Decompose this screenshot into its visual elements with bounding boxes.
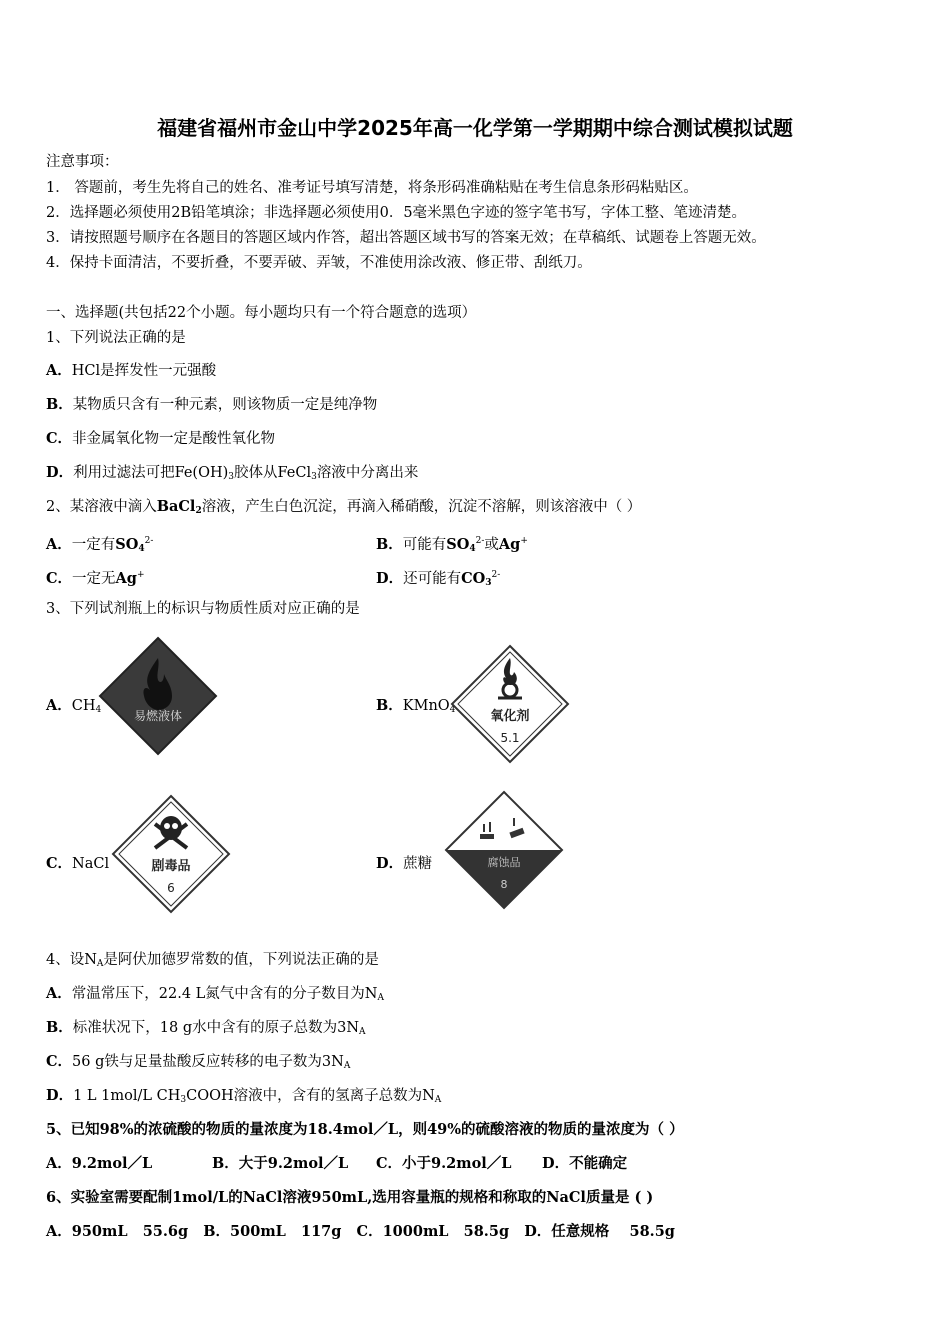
option-text: 大于9.2mol／L	[238, 1155, 349, 1172]
q2-option-c	[46, 565, 144, 589]
stem-text: 2、某溶液中滴入	[46, 499, 157, 515]
formula: SO	[115, 536, 139, 553]
sign-number: 5.1	[500, 731, 520, 745]
q5-option-b	[212, 1154, 348, 1174]
superscript: 2-	[491, 570, 501, 580]
sign-label: 氧化剂	[490, 709, 530, 724]
sign-label: 腐蚀品	[487, 856, 521, 869]
subscript: 3	[180, 1095, 187, 1105]
option-letter: B．	[46, 396, 73, 413]
option-letter: A．	[46, 362, 72, 379]
corrosive-sign	[444, 790, 564, 910]
option-letter: D．	[376, 570, 404, 587]
formula: Ag	[115, 570, 137, 587]
note-4: 4．保持卡面清洁，不要折叠，不要弄破、弄皱，不准使用涂改液、修正带、刮纸刀。	[46, 255, 592, 271]
q4-option-a	[46, 984, 384, 1008]
sign-label: 剧毒品	[151, 859, 191, 874]
option-text: 非金属氧化物一定是酸性氧化物	[72, 431, 276, 447]
subscript: A	[434, 1095, 442, 1105]
option-letter: C．	[376, 1155, 403, 1172]
q4-option-b	[46, 1018, 366, 1042]
q1-stem: 1、下列说法正确的是	[46, 330, 186, 346]
sign-number: 6	[167, 881, 175, 895]
sign-number: 8	[500, 878, 508, 891]
option-text: 某物质只含有一种元素，则该物质一定是纯净物	[72, 397, 378, 413]
option-text: 标准状况下，18 g水中含有的原子总数为3N	[72, 1020, 360, 1036]
stem-text: 溶液，产生白色沉淀，再滴入稀硝酸，沉淀不溶解，则该溶液中（ ）	[201, 499, 642, 515]
formula: CO	[461, 570, 486, 587]
note-1: 1． 答题前，考生先将自己的姓名、准考证号填写清楚，将条形码准确粘贴在考生信息条形码粘贴区。	[46, 180, 698, 196]
superscript: +	[136, 570, 145, 580]
q5-option-c	[376, 1154, 512, 1174]
subscript: 3	[228, 472, 235, 482]
q4-option-c	[46, 1052, 350, 1076]
option-text: 一定无	[72, 571, 116, 587]
q4-stem	[46, 950, 379, 974]
option-text: 可能有	[402, 537, 447, 553]
formula: Ag	[498, 536, 521, 553]
option-letter: D．	[46, 1087, 74, 1104]
option-text: 或	[484, 537, 499, 553]
option-text: 蔗糖	[403, 856, 433, 872]
superscript: +	[520, 536, 528, 546]
option-letter: D．	[542, 1155, 570, 1172]
option-letter: C．	[46, 570, 73, 587]
q2-option-a	[46, 531, 153, 559]
stem-text: 是阿伏加德罗常数的值，下列说法正确的是	[103, 952, 379, 968]
option-letter: D．	[376, 855, 404, 872]
option-text: NaCl	[72, 856, 110, 872]
option-letter: B．	[376, 697, 403, 714]
option-text: 还可能有	[403, 571, 462, 587]
q6-options: A．950mL 55.6g B．500mL 117g C．1000mL 58.5g D．任意规格 58.5g	[46, 1223, 675, 1240]
option-letter: B．	[376, 536, 403, 553]
option-text: 常温常压下，22.4 L氮气中含有的分子数目为N	[71, 986, 378, 1002]
option-letter: C．	[46, 430, 73, 447]
q5-option-d	[542, 1154, 627, 1174]
q4-option-d	[46, 1086, 441, 1110]
q5-option-a	[46, 1154, 152, 1174]
q5-stem: 5、已知98%的浓硫酸的物质的量浓度为18.4mol／L，则49%的硫酸溶液的物质的量浓度为（ ）	[46, 1121, 684, 1138]
page-title: 福建省福州市金山中学2025年高一化学第一学期期中综合测试模拟试题	[157, 116, 793, 140]
oxidizer-sign	[450, 644, 570, 764]
option-text: KMnO	[402, 698, 450, 714]
note-2: 2．选择题必须使用2B铅笔填涂；非选择题必须使用0．5毫米黑色字迹的签字笔书写，字体工整、笔迹清楚。	[46, 205, 747, 221]
option-text: 一定有	[71, 537, 116, 553]
note-3: 3．请按照题号顺序在各题目的答题区域内作答，超出答题区域书写的答案无效；在草稿纸、试题卷上答题无效。	[46, 230, 766, 246]
option-letter: A．	[46, 985, 72, 1002]
option-text: 溶液中分离出来	[316, 465, 419, 481]
option-text: 利用过滤法可把Fe(OH)	[73, 465, 229, 481]
q6-stem: 6、实验室需要配制1mol/L的NaCl溶液950mL,选用容量瓶的规格和称取的NaCl质量是 ( )	[46, 1189, 654, 1206]
option-text: 胶体从FeCl	[234, 465, 312, 481]
subscript: 3	[311, 472, 317, 482]
q2-option-d	[376, 565, 500, 593]
q3-option-c	[46, 854, 109, 874]
q3-option-d	[376, 854, 432, 874]
q1-option-c	[46, 429, 275, 449]
subscript: 2	[195, 506, 202, 516]
subscript: A	[359, 1027, 366, 1037]
flammable-liquid-sign	[95, 636, 218, 756]
option-text: COOH溶液中，含有的氢离子总数为N	[186, 1088, 435, 1104]
q3-option-b	[376, 696, 455, 720]
sign-label: 易燃液体	[133, 709, 183, 723]
toxic-sign	[111, 794, 231, 914]
option-text: 1 L 1mol/L CH	[73, 1088, 181, 1104]
subscript: 4	[95, 705, 102, 715]
option-letter: A．	[46, 697, 72, 714]
superscript: 2-	[144, 536, 154, 546]
option-letter: C．	[46, 855, 73, 872]
q2-option-b	[376, 531, 528, 559]
option-text: 9.2mol／L	[71, 1155, 153, 1172]
formula: BaCl	[156, 498, 196, 515]
option-letter: A．	[46, 536, 72, 553]
section-heading: 一、选择题(共包括22个小题。每小题均只有一个符合题意的选项）	[46, 305, 477, 321]
q1-option-b	[46, 395, 377, 415]
q1-option-d	[46, 463, 418, 487]
option-text: 小于9.2mol／L	[402, 1155, 512, 1172]
option-text: 56 g铁与足量盐酸反应转移的电子数为3N	[72, 1054, 344, 1070]
formula: SO	[446, 536, 470, 553]
option-letter: B．	[212, 1155, 239, 1172]
q2-stem	[46, 497, 641, 521]
subscript: 3	[485, 578, 492, 588]
subscript: 4	[138, 544, 145, 554]
subscript: 4	[449, 705, 456, 715]
superscript: 2-	[475, 536, 485, 546]
subscript: 4	[469, 544, 476, 554]
option-letter: A．	[46, 1155, 72, 1172]
option-text: HCl是挥发性一元强酸	[71, 363, 217, 379]
q1-option-a	[46, 361, 216, 381]
option-letter: B．	[46, 1019, 73, 1036]
option-text: CH	[71, 698, 96, 714]
option-letter: C．	[46, 1053, 73, 1070]
stem-text: 4、设N	[46, 952, 97, 968]
notes-heading: 注意事项：	[46, 154, 119, 170]
q3-option-a	[46, 696, 101, 720]
subscript: A	[377, 993, 384, 1003]
option-letter: D．	[46, 464, 74, 481]
subscript: A	[343, 1061, 351, 1071]
option-text: 不能确定	[569, 1155, 628, 1172]
subscript: A	[96, 959, 104, 969]
q3-stem: 3、下列试剂瓶上的标识与物质性质对应正确的是	[46, 601, 360, 617]
